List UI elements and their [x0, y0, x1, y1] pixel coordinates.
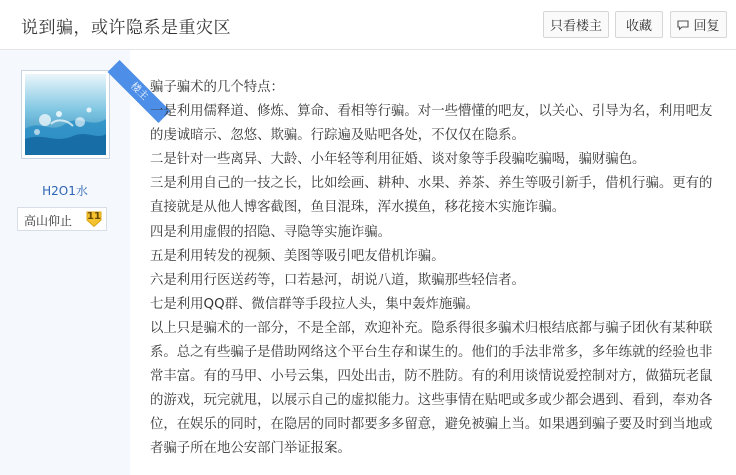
author-sidebar [0, 50, 150, 475]
post-header [0, 0, 736, 50]
avatar-image [25, 74, 106, 155]
reply-icon [677, 20, 689, 30]
author-level[interactable] [17, 207, 107, 231]
post-paragraph: 一是利用儒释道、修炼、算命、看相等行骗。对一些懵懂的吧友，以关心、引导为名，利用吧友的虔诚暗示、忽悠、欺骗。行踪遍及贴吧各处，不仅仅在隐系。 [150, 104, 713, 144]
post-paragraph: 骗子骗术的几个特点： [150, 80, 284, 95]
post-paragraph: 七是利用QQ群、微信群等手段拉人头，集中轰炸施骗。 [150, 296, 480, 312]
post-paragraph: 四是利用虚假的招隐、寻隐等实施诈骗。 [150, 224, 392, 240]
avatar[interactable] [21, 70, 150, 159]
author-username[interactable]: H2O1水 [42, 184, 88, 198]
post-paragraph: 三是利用自己的一技之长，比如绘画、耕种、水果、养茶、养生等吸引新手，借机行骗。更有的直接就是从他人博客截图，鱼目混珠，浑水摸鱼，移花接木实施诈骗。 [150, 176, 713, 216]
post-paragraph: 二是针对一些离异、大龄、小年轻等利用征婚、谈对象等手段骗吃骗喝，骗财骗色。 [150, 152, 646, 168]
only-op-button[interactable]: 只看楼主 [543, 11, 609, 38]
op-badge-label: 楼主 [108, 60, 171, 123]
level-number: 11 [87, 211, 101, 222]
level-name: 高山仰止 [24, 214, 73, 228]
favorite-button[interactable]: 收藏 [615, 11, 663, 38]
page-title: 说到骗，或许隐系是重灾区 [21, 18, 231, 38]
reply-label: 回复 [693, 19, 720, 34]
post-paragraph: 五是利用转发的视频、美图等吸引吧友借机诈骗。 [150, 248, 445, 264]
post-paragraph: 以上只是骗术的一部分，不是全部，欢迎补充。隐系得很多骗术归根结底都与骗子团伙有某种联系。总之有些骗子是借助网络这个平台生存和谋生的。他们的手法非常多，多年练就的经验也非常丰富。有的马甲、小号云集，四处出击，防不胜防。有的利用谈情说爱控制对方，做猫玩老鼠的游戏，玩完就甩，以展示自己的虚拟能力。这些事情在贴吧或多或少都会遇到、看到，奉劝各位，在娱乐的同时，在隐居的同时都要多多留意，避免被骗上当。如果遇到骗子要及时到当地或者骗子所在地公安部门举证报案。 [150, 320, 713, 457]
post-content [150, 76, 722, 462]
reply-button[interactable] [670, 11, 727, 38]
post-paragraph: 六是利用行医送药等，口若悬河，胡说八道，欺骗那些轻信者。 [150, 272, 525, 288]
